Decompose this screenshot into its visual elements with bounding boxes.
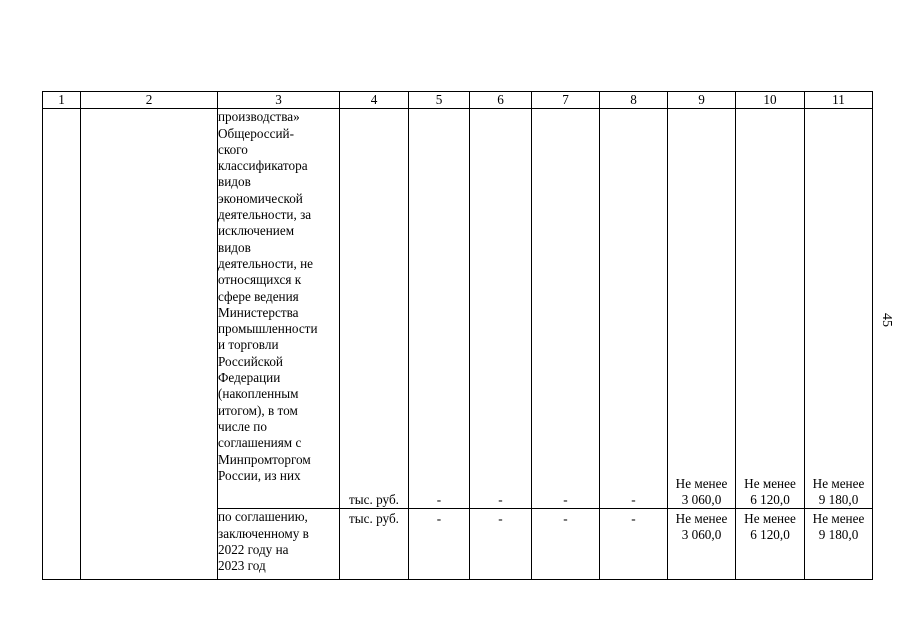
column-number: 11 <box>805 92 873 109</box>
value-amount: 9 180,0 <box>818 527 859 543</box>
value-amount: 3 060,0 <box>681 492 722 508</box>
description-line: относящихся к <box>218 272 302 288</box>
description-line: итогом), в том <box>218 402 298 418</box>
value-cell-col10 <box>736 509 805 580</box>
description-line: классификатора <box>218 158 308 174</box>
value-cell-col5: - <box>409 509 470 580</box>
value-cell-col5: - <box>409 109 470 509</box>
description-line: России, из них <box>218 467 301 483</box>
description-line: производства» <box>218 109 300 125</box>
value-label: Не менее <box>744 511 796 527</box>
column-number-row <box>43 92 873 109</box>
description-line: ского <box>218 141 248 157</box>
description-line: соглашениям с <box>218 435 302 451</box>
value-amount: 9 180,0 <box>818 492 859 508</box>
column-number: 7 <box>532 92 600 109</box>
value-amount: 6 120,0 <box>750 527 790 543</box>
column-number: 4 <box>340 92 409 109</box>
description-line: числе по <box>218 418 267 434</box>
value-cell-col6: - <box>470 509 532 580</box>
description-line: (накопленным <box>218 386 299 402</box>
value-cell-col11 <box>805 109 873 509</box>
column-number: 6 <box>470 92 532 109</box>
cell-col1 <box>43 109 81 580</box>
column-number: 8 <box>600 92 668 109</box>
value-label: Не менее <box>675 476 728 492</box>
value-cell-col9 <box>668 509 736 580</box>
value-label: Не менее <box>812 511 865 527</box>
column-number: 1 <box>43 92 81 109</box>
column-number: 10 <box>736 92 805 109</box>
description-line: Общероссий- <box>218 125 294 141</box>
page-number: 45 <box>879 313 894 327</box>
indicators-table <box>42 91 873 580</box>
description-line: деятельности, за <box>218 207 312 223</box>
value-cell-col8: - <box>600 509 668 580</box>
description-cell <box>218 109 340 509</box>
description-line: сфере ведения <box>218 288 299 304</box>
value-cell-col10 <box>736 109 805 509</box>
description-line: экономической <box>218 190 303 206</box>
column-number: 2 <box>81 92 218 109</box>
table-row <box>43 109 873 509</box>
description-line: промышленности <box>218 321 318 337</box>
value-cell-col9 <box>668 109 736 509</box>
description-line: видов <box>218 174 251 190</box>
value-cell-col7: - <box>532 509 600 580</box>
value-label: Не менее <box>744 476 796 492</box>
unit-cell: тыс. руб. <box>340 109 409 509</box>
description-line: 2022 году на <box>218 541 289 557</box>
description-line: Российской <box>218 353 283 369</box>
value-label: Не менее <box>812 476 865 492</box>
value-cell-col11 <box>805 509 873 580</box>
description-line: Министерства <box>218 304 299 320</box>
value-amount: 6 120,0 <box>750 492 790 508</box>
column-number: 3 <box>218 92 340 109</box>
value-cell-col6: - <box>470 109 532 509</box>
cell-col2 <box>81 109 218 580</box>
description-line: Федерации <box>218 370 281 386</box>
description-line: видов <box>218 239 251 255</box>
description-line: 2023 год <box>218 558 266 574</box>
description-line: и торговли <box>218 337 279 353</box>
column-number: 9 <box>668 92 736 109</box>
description-line: исключением <box>218 223 295 239</box>
value-label: Не менее <box>675 511 728 527</box>
description-cell <box>218 509 340 580</box>
value-cell-col8: - <box>600 109 668 509</box>
column-number: 5 <box>409 92 470 109</box>
unit-cell: тыс. руб. <box>340 509 409 580</box>
value-amount: 3 060,0 <box>681 527 722 543</box>
description-line: деятельности, не <box>218 255 313 271</box>
description-line: по соглашению, <box>218 509 308 525</box>
value-cell-col7: - <box>532 109 600 509</box>
description-line: Минпромторгом <box>218 451 311 467</box>
description-line: заключенному в <box>218 525 309 541</box>
